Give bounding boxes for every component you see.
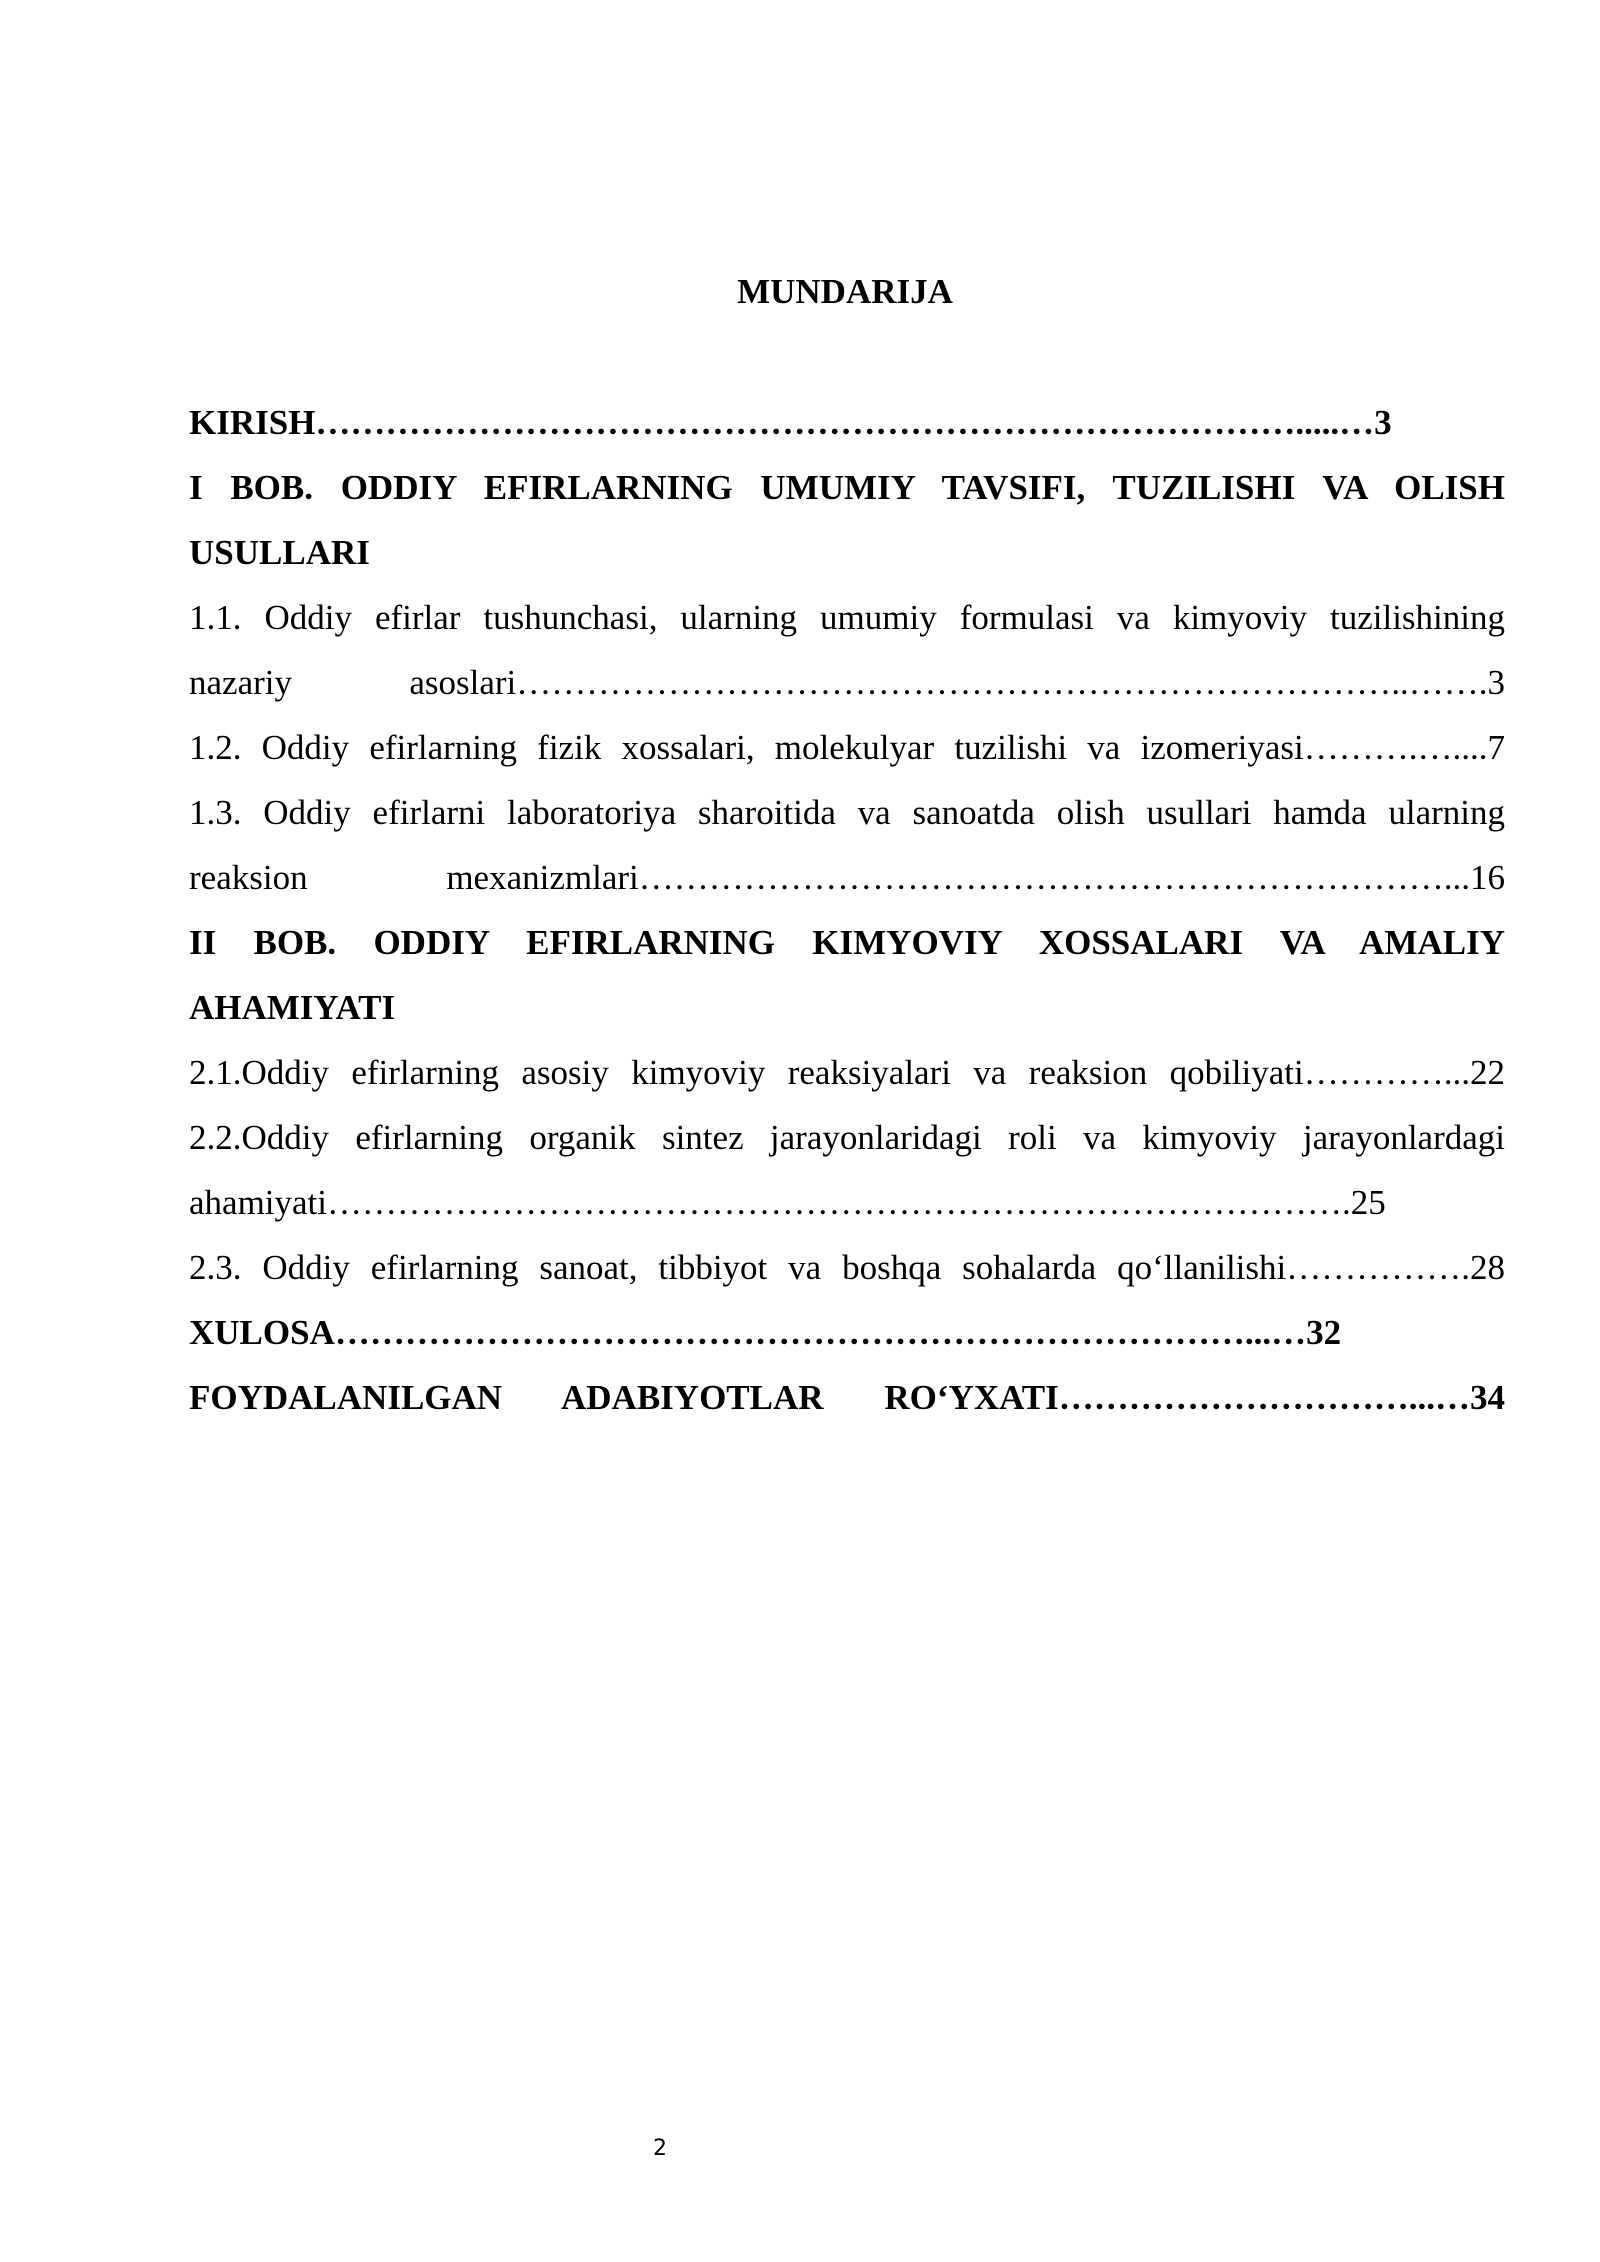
toc-section-2-2-line-2: ahamiyati…………………………………………………………………………….25 xyxy=(189,1183,1386,1222)
toc-section-1-3-line-2: reaksion mexanizmlari……………………………………………………………...16 xyxy=(189,858,1505,897)
toc-chapter-1-line-2: USULLARI xyxy=(189,533,370,572)
toc-section-1-3-line-1: 1.3. Oddiy efirlarni laboratoriya sharoitida va sanoatda olish usullari hamda ularning xyxy=(189,793,1505,832)
page-number: 2 xyxy=(653,2136,667,2161)
toc-section-1-2: 1.2. Oddiy efirlarning fizik xossalari, molekulyar tuzilishi va izomeriyasi……….…....7 xyxy=(189,728,1505,767)
table-of-contents xyxy=(189,390,1505,1430)
toc-chapter-1-line-1: I BOB. ODDIY EFIRLARNING UMUMIY TAVSIFI, TUZILISHI VA OLISH xyxy=(189,468,1505,507)
page-title: MUNDARIJA xyxy=(737,272,953,311)
toc-section-1-1-line-1: 1.1. Oddiy efirlar tushunchasi, ularning umumiy formulasi va kimyoviy tuzilishining xyxy=(189,598,1505,637)
toc-entry-intro: KIRISH………………………………………………………………………….....…3 xyxy=(189,403,1392,442)
toc-section-2-2-line-1: 2.2.Oddiy efirlarning organik sintez jarayonlaridagi roli va kimyoviy jarayonlardagi xyxy=(189,1118,1505,1157)
toc-entry-conclusion: XULOSA……………………………………………………………………...…32 xyxy=(189,1313,1342,1352)
toc-section-1-1-line-2: nazariy asoslari…………………………………………………………………..…….3 xyxy=(189,663,1505,702)
toc-entry-references: FOYDALANILGAN ADABIYOTLAR RO‘YXATI…………………………...…34 xyxy=(189,1378,1505,1417)
toc-section-2-3: 2.3. Oddiy efirlarning sanoat, tibbiyot va boshqa sohalarda qo‘llanilishi…………….28 xyxy=(189,1248,1505,1287)
toc-chapter-2-line-2: AHAMIYATI xyxy=(189,988,396,1027)
toc-section-2-1: 2.1.Oddiy efirlarning asosiy kimyoviy reaksiyalari va reaksion qobiliyati…………...22 xyxy=(189,1053,1505,1092)
toc-chapter-2-line-1: II BOB. ODDIY EFIRLARNING KIMYOVIY XOSSALARI VA AMALIY xyxy=(189,923,1505,962)
